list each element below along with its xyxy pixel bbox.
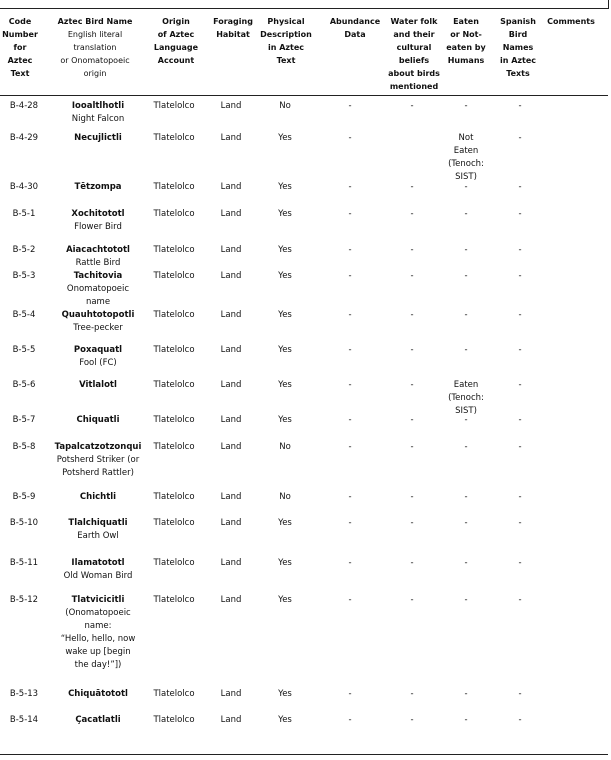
eaten-line: - bbox=[464, 182, 468, 192]
eaten-line: (Tenoch: bbox=[448, 159, 484, 169]
cell-water: - bbox=[410, 689, 414, 699]
cell-eaten bbox=[440, 208, 492, 221]
aztec-name: Tachitovia bbox=[73, 271, 123, 281]
table-row bbox=[0, 491, 611, 505]
cell-water: - bbox=[410, 518, 414, 528]
line: Language bbox=[153, 43, 199, 52]
aztec-name: Chiquatli bbox=[76, 415, 120, 425]
cell-spanish: - bbox=[518, 245, 522, 255]
cell-eaten bbox=[440, 517, 492, 530]
cell-bird-name bbox=[48, 441, 148, 480]
aztec-name: Ilamatototl bbox=[71, 558, 125, 568]
aztec-name: Vitlalotl bbox=[79, 380, 117, 390]
cell-water: - bbox=[410, 310, 414, 320]
cell-code: B-5-4 bbox=[12, 310, 36, 320]
translation-line: Potsherd Striker (or bbox=[56, 455, 140, 465]
cell-bird-name bbox=[48, 309, 148, 335]
table-row bbox=[0, 309, 611, 333]
line: Account bbox=[157, 56, 195, 65]
eaten-line: - bbox=[464, 595, 468, 605]
line: Description bbox=[260, 30, 312, 39]
cell-spanish: - bbox=[518, 442, 522, 452]
cell-habitat: Land bbox=[220, 689, 242, 699]
cell-code: B-5-9 bbox=[12, 492, 36, 502]
eaten-line: SIST) bbox=[455, 172, 477, 182]
cell-water: - bbox=[410, 415, 414, 425]
cell-physical: No bbox=[279, 492, 291, 502]
cell-spanish: - bbox=[518, 558, 522, 568]
table-row bbox=[0, 688, 611, 702]
line: beliefs bbox=[398, 56, 430, 65]
aztec-name: Chichtli bbox=[79, 492, 117, 502]
cell-water: - bbox=[410, 209, 414, 219]
cell-abundance: - bbox=[348, 689, 352, 699]
header-habitat bbox=[208, 15, 258, 41]
line: in Aztec Text bbox=[267, 43, 305, 65]
line: Eaten bbox=[453, 17, 479, 26]
cell-physical: Yes bbox=[278, 715, 292, 725]
cell-abundance: - bbox=[348, 101, 352, 111]
cell-bird-name bbox=[48, 714, 148, 727]
cell-habitat: Land bbox=[220, 133, 242, 143]
aztec-name: Poxaquatl bbox=[73, 345, 123, 355]
cell-spanish: - bbox=[518, 380, 522, 390]
line: cultural bbox=[396, 43, 432, 52]
header-code bbox=[2, 15, 38, 80]
cell-habitat: Land bbox=[220, 209, 242, 219]
cell-habitat: Land bbox=[220, 310, 242, 320]
cell-habitat: Land bbox=[220, 492, 242, 502]
cell-abundance: - bbox=[348, 345, 352, 355]
eaten-line: - bbox=[464, 271, 468, 281]
cell-water: - bbox=[410, 558, 414, 568]
aztec-name: Necujlictli bbox=[74, 133, 122, 143]
translation-line: Old Woman Bird bbox=[63, 571, 133, 581]
eaten-line: - bbox=[464, 689, 468, 699]
cell-abundance: - bbox=[348, 271, 352, 281]
cell-code: B-5-6 bbox=[12, 380, 36, 390]
cell-spanish: - bbox=[518, 182, 522, 192]
cell-habitat: Land bbox=[220, 415, 242, 425]
cell-abundance: - bbox=[348, 182, 352, 192]
header-bottom-rule bbox=[0, 95, 608, 96]
cell-code: B-5-5 bbox=[12, 345, 36, 355]
cell-code: B-5-13 bbox=[9, 689, 39, 699]
cell-spanish: - bbox=[518, 689, 522, 699]
header-name bbox=[44, 15, 146, 80]
cell-origin: Tlatelolco bbox=[153, 518, 195, 528]
cell-water: - bbox=[410, 271, 414, 281]
cell-code: B-4-28 bbox=[9, 101, 39, 111]
eaten-line: Eaten bbox=[453, 146, 479, 156]
translation-line: Potsherd Rattler) bbox=[62, 468, 134, 478]
table-row bbox=[0, 714, 611, 728]
cell-origin: Tlatelolco bbox=[153, 345, 195, 355]
cell-physical: Yes bbox=[278, 133, 292, 143]
cell-abundance: - bbox=[348, 518, 352, 528]
table-row bbox=[0, 270, 611, 307]
aztec-name: Chiquātototl bbox=[68, 689, 128, 699]
cell-bird-name bbox=[48, 270, 148, 309]
cell-code: B-5-2 bbox=[12, 245, 36, 255]
aztec-name: Tētzompa bbox=[74, 182, 122, 192]
line: Physical bbox=[267, 17, 305, 26]
cell-eaten bbox=[440, 132, 492, 184]
line: Texts bbox=[506, 69, 530, 78]
cell-origin: Tlatelolco bbox=[153, 271, 195, 281]
cell-habitat: Land bbox=[220, 595, 242, 605]
cell-physical: Yes bbox=[278, 595, 292, 605]
cell-code: B-5-14 bbox=[9, 715, 39, 725]
translation-line: Onomatopoeic bbox=[66, 284, 130, 294]
table-row bbox=[0, 517, 611, 541]
header-water bbox=[386, 15, 442, 93]
cell-bird-name bbox=[48, 379, 148, 392]
cell-code: B-5-1 bbox=[12, 209, 36, 219]
cell-eaten bbox=[440, 100, 492, 113]
line: of Aztec bbox=[157, 30, 195, 39]
aztec-name: Aiacachtototl bbox=[66, 245, 130, 255]
line: about birds bbox=[388, 69, 440, 78]
cell-origin: Tlatelolco bbox=[153, 492, 195, 502]
cell-spanish: - bbox=[518, 715, 522, 725]
cell-physical: Yes bbox=[278, 209, 292, 219]
cell-spanish: - bbox=[518, 492, 522, 502]
cell-water: - bbox=[410, 245, 414, 255]
table-row bbox=[0, 379, 611, 416]
cell-abundance: - bbox=[348, 715, 352, 725]
cell-origin: Tlatelolco bbox=[153, 595, 195, 605]
table-top-rule bbox=[0, 8, 608, 9]
line: or Onomatopoeic bbox=[60, 56, 130, 65]
table-bottom-rule bbox=[0, 754, 608, 755]
line: Aztec Bird Name bbox=[57, 17, 133, 26]
cell-abundance: - bbox=[348, 133, 352, 143]
cell-bird-name bbox=[48, 132, 148, 145]
cell-habitat: Land bbox=[220, 518, 242, 528]
cell-origin: Tlatelolco bbox=[153, 182, 195, 192]
cell-physical: Yes bbox=[278, 380, 292, 390]
cell-habitat: Land bbox=[220, 182, 242, 192]
translation-line: “Hello, hello, now bbox=[60, 634, 136, 644]
cell-bird-name bbox=[48, 208, 148, 234]
cell-eaten bbox=[440, 270, 492, 283]
cell-origin: Tlatelolco bbox=[153, 380, 195, 390]
line: Spanish bbox=[500, 17, 536, 26]
cell-eaten bbox=[440, 441, 492, 454]
eaten-line: - bbox=[464, 442, 468, 452]
cell-spanish: - bbox=[518, 345, 522, 355]
eaten-line: - bbox=[464, 310, 468, 320]
cell-water: - bbox=[410, 492, 414, 502]
cell-habitat: Land bbox=[220, 715, 242, 725]
cell-water: - bbox=[410, 182, 414, 192]
table-row bbox=[0, 100, 611, 124]
cell-spanish: - bbox=[518, 271, 522, 281]
line: Names bbox=[502, 43, 534, 52]
cell-eaten bbox=[440, 414, 492, 427]
cell-origin: Tlatelolco bbox=[153, 133, 195, 143]
cell-eaten bbox=[440, 244, 492, 257]
cell-spanish: - bbox=[518, 415, 522, 425]
table-row bbox=[0, 208, 611, 232]
cell-physical: Yes bbox=[278, 345, 292, 355]
eaten-line: - bbox=[464, 209, 468, 219]
translation-line: Flower Bird bbox=[74, 222, 122, 232]
cell-code: B-5-3 bbox=[12, 271, 36, 281]
cell-abundance: - bbox=[348, 558, 352, 568]
cell-code: B-5-10 bbox=[9, 518, 39, 528]
line: eaten by bbox=[446, 43, 486, 52]
cell-eaten bbox=[440, 309, 492, 322]
aztec-name: Tlatvicicitli bbox=[71, 595, 125, 605]
cell-water: - bbox=[410, 101, 414, 111]
cell-physical: Yes bbox=[278, 182, 292, 192]
cell-code: B-5-12 bbox=[9, 595, 39, 605]
eaten-line: SIST) bbox=[455, 406, 477, 416]
line: English literal bbox=[67, 30, 123, 39]
line: Humans bbox=[447, 56, 485, 65]
cell-bird-name bbox=[48, 688, 148, 701]
table-row bbox=[0, 414, 611, 428]
aztec-name: Çacatlatli bbox=[75, 715, 121, 725]
line: origin bbox=[83, 69, 107, 78]
table-row bbox=[0, 557, 611, 581]
header-abundance bbox=[326, 15, 384, 41]
cell-water: - bbox=[410, 442, 414, 452]
cell-physical: Yes bbox=[278, 245, 292, 255]
cell-eaten bbox=[440, 491, 492, 504]
cell-eaten bbox=[440, 714, 492, 727]
cell-bird-name bbox=[48, 491, 148, 504]
cell-code: B-5-7 bbox=[12, 415, 36, 425]
line: Code bbox=[8, 17, 32, 26]
cell-physical: Yes bbox=[278, 689, 292, 699]
cell-abundance: - bbox=[348, 310, 352, 320]
table-row bbox=[0, 594, 611, 670]
line: Comments bbox=[547, 17, 595, 26]
header-physical bbox=[260, 15, 312, 67]
cell-habitat: Land bbox=[220, 245, 242, 255]
eaten-line: - bbox=[464, 101, 468, 111]
eaten-line: - bbox=[464, 245, 468, 255]
cell-habitat: Land bbox=[220, 345, 242, 355]
line: translation bbox=[73, 43, 117, 52]
translation-line: name bbox=[85, 297, 111, 307]
table-row bbox=[0, 344, 611, 368]
cell-origin: Tlatelolco bbox=[153, 101, 195, 111]
eaten-line: - bbox=[464, 518, 468, 528]
line: mentioned bbox=[389, 82, 439, 91]
translation-line: (Onomatopoeic bbox=[65, 608, 131, 618]
cell-eaten bbox=[440, 688, 492, 701]
header-spanish bbox=[494, 15, 542, 80]
cell-physical: Yes bbox=[278, 558, 292, 568]
cell-code: B-5-11 bbox=[9, 558, 39, 568]
cell-physical: Yes bbox=[278, 271, 292, 281]
eaten-line: - bbox=[464, 492, 468, 502]
line: or Not- bbox=[450, 30, 482, 39]
cell-abundance: - bbox=[348, 415, 352, 425]
translation-line: the day!”]) bbox=[74, 660, 122, 670]
cell-spanish: - bbox=[518, 133, 522, 143]
cell-origin: Tlatelolco bbox=[153, 415, 195, 425]
translation-line: Earth Owl bbox=[77, 531, 119, 541]
table-row bbox=[0, 181, 611, 195]
cell-eaten bbox=[440, 557, 492, 570]
cell-origin: Tlatelolco bbox=[153, 715, 195, 725]
cell-bird-name bbox=[48, 100, 148, 126]
cell-water: - bbox=[410, 345, 414, 355]
table-row bbox=[0, 441, 611, 478]
cell-origin: Tlatelolco bbox=[153, 689, 195, 699]
cell-habitat: Land bbox=[220, 442, 242, 452]
aztec-name: Iooaltlhotli bbox=[71, 101, 125, 111]
eaten-line: Not bbox=[458, 133, 474, 143]
cell-eaten bbox=[440, 594, 492, 607]
cell-bird-name bbox=[48, 344, 148, 370]
eaten-line: (Tenoch: bbox=[448, 393, 484, 403]
line: Text bbox=[10, 69, 30, 78]
eaten-line: - bbox=[464, 715, 468, 725]
line: for bbox=[13, 43, 27, 52]
cell-habitat: Land bbox=[220, 271, 242, 281]
line: Data bbox=[344, 30, 366, 39]
cell-habitat: Land bbox=[220, 101, 242, 111]
translation-line: Tree-pecker bbox=[73, 323, 123, 333]
corner-tick bbox=[608, 0, 609, 9]
cell-bird-name bbox=[48, 414, 148, 427]
cell-origin: Tlatelolco bbox=[153, 558, 195, 568]
cell-abundance: - bbox=[348, 380, 352, 390]
translation-line: Night Falcon bbox=[71, 114, 125, 124]
aztec-name: Tapalcatzotzonqui bbox=[54, 442, 142, 452]
cell-bird-name bbox=[48, 557, 148, 583]
cell-physical: Yes bbox=[278, 415, 292, 425]
cell-water: - bbox=[410, 595, 414, 605]
cell-origin: Tlatelolco bbox=[153, 209, 195, 219]
line: Number bbox=[2, 30, 38, 39]
line: Origin bbox=[162, 17, 190, 26]
cell-abundance: - bbox=[348, 245, 352, 255]
table-row bbox=[0, 132, 611, 182]
cell-origin: Tlatelolco bbox=[153, 442, 195, 452]
cell-origin: Tlatelolco bbox=[153, 245, 195, 255]
translation-line: wake up [begin bbox=[65, 647, 131, 657]
cell-bird-name bbox=[48, 594, 148, 672]
eaten-line: - bbox=[464, 345, 468, 355]
cell-spanish: - bbox=[518, 209, 522, 219]
cell-bird-name bbox=[48, 244, 148, 270]
translation-line: name: bbox=[84, 621, 112, 631]
cell-water: - bbox=[410, 715, 414, 725]
line: Habitat bbox=[216, 30, 250, 39]
cell-spanish: - bbox=[518, 595, 522, 605]
cell-physical: Yes bbox=[278, 518, 292, 528]
cell-spanish: - bbox=[518, 310, 522, 320]
eaten-line: - bbox=[464, 558, 468, 568]
cell-code: B-4-30 bbox=[9, 182, 39, 192]
aztec-name: Tlalchiquatli bbox=[68, 518, 128, 528]
cell-abundance: - bbox=[348, 209, 352, 219]
translation-line: Fool (FC) bbox=[79, 358, 117, 368]
header-eaten bbox=[442, 15, 490, 67]
cell-eaten bbox=[440, 379, 492, 418]
line: Water folk bbox=[390, 17, 438, 26]
line: Foraging bbox=[213, 17, 253, 26]
line: in Aztec bbox=[499, 56, 537, 65]
cell-physical: No bbox=[279, 101, 291, 111]
header-name-subtitle bbox=[44, 28, 146, 80]
cell-eaten bbox=[440, 181, 492, 194]
cell-bird-name bbox=[48, 181, 148, 194]
header-comments bbox=[546, 15, 596, 28]
cell-spanish: - bbox=[518, 518, 522, 528]
line: Aztec bbox=[7, 56, 33, 65]
cell-abundance: - bbox=[348, 595, 352, 605]
table-row bbox=[0, 244, 611, 268]
eaten-line: Eaten bbox=[453, 380, 479, 390]
cell-abundance: - bbox=[348, 442, 352, 452]
cell-code: B-5-8 bbox=[12, 442, 36, 452]
cell-origin: Tlatelolco bbox=[153, 310, 195, 320]
cell-bird-name bbox=[48, 517, 148, 543]
header-origin bbox=[150, 15, 202, 67]
cell-code: B-4-29 bbox=[9, 133, 39, 143]
cell-spanish: - bbox=[518, 101, 522, 111]
cell-physical: Yes bbox=[278, 310, 292, 320]
cell-habitat: Land bbox=[220, 558, 242, 568]
line: and their bbox=[393, 30, 435, 39]
cell-habitat: Land bbox=[220, 380, 242, 390]
translation-line: Rattle Bird bbox=[75, 258, 121, 268]
aztec-name: Xochitototl bbox=[71, 209, 125, 219]
aztec-name: Quauhtotopotli bbox=[61, 310, 135, 320]
cell-abundance: - bbox=[348, 492, 352, 502]
header-name-title bbox=[44, 15, 146, 28]
cell-physical: No bbox=[279, 442, 291, 452]
eaten-line: - bbox=[464, 415, 468, 425]
cell-water: - bbox=[410, 380, 414, 390]
line: Abundance bbox=[329, 17, 381, 26]
line: Bird bbox=[508, 30, 528, 39]
cell-eaten bbox=[440, 344, 492, 357]
